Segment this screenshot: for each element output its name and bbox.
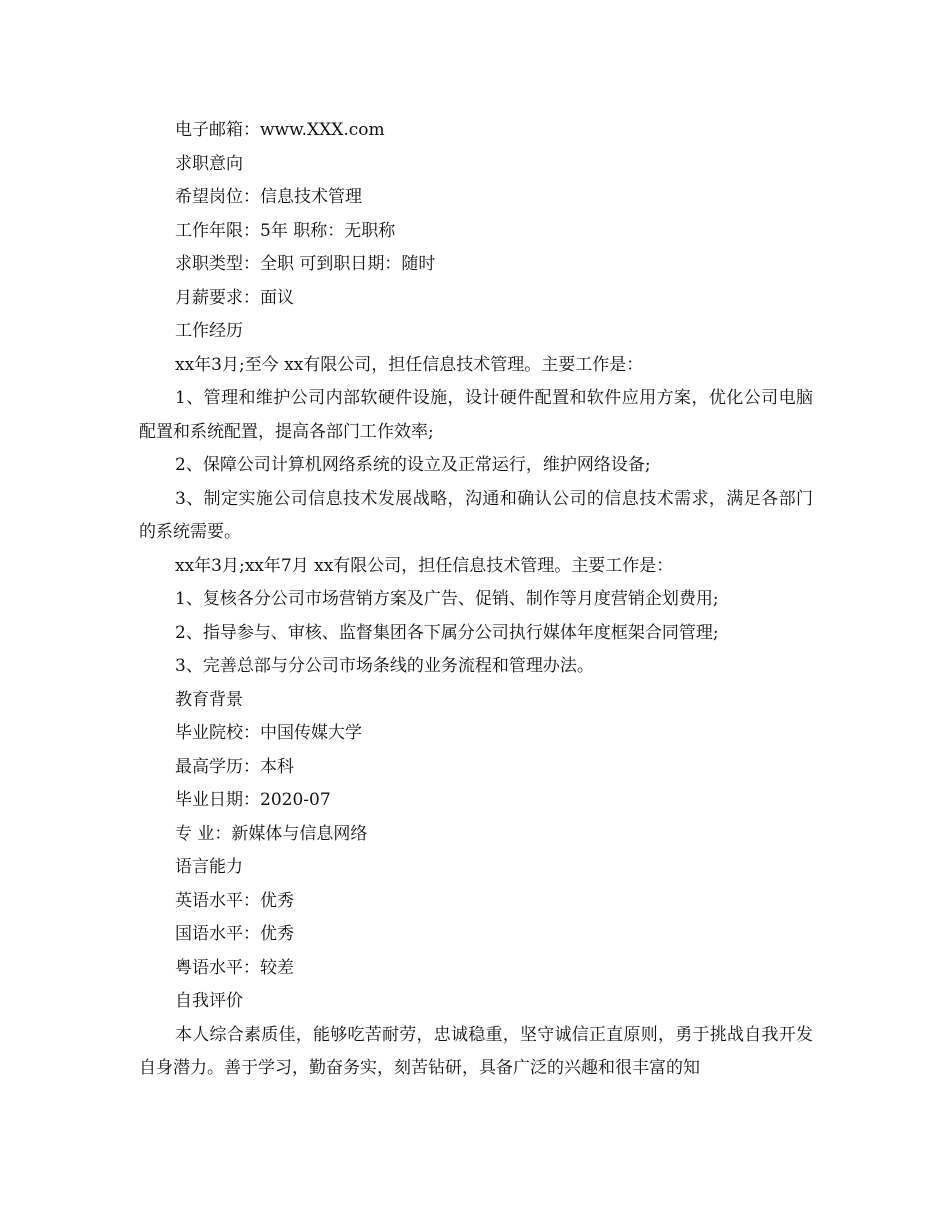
desired-position-line: 希望岗位：信息技术管理	[175, 187, 362, 207]
job-2-duty-2: 2、指导参与、审核、监督集团各下属分公司执行媒体年度框架合同管理;	[175, 622, 719, 643]
cantonese-level-line: 粤语水平：较差	[175, 957, 294, 978]
english-level-line: 英语水平：优秀	[175, 890, 294, 911]
job-2-duty-1: 1、复核各分公司市场营销方案及广告、促销、制作等月度营销企划费用;	[175, 589, 719, 609]
salary-line: 月薪要求：面议	[175, 287, 294, 308]
mandarin-level-line: 国语水平：优秀	[175, 924, 294, 944]
section-heading-education: 教育背景	[175, 689, 243, 710]
major-line: 专 业：新媒体与信息网络	[175, 823, 368, 844]
job-1-duty-3: 3、制定实施公司信息技术发展战略，沟通和确认公司的信息技术需求，满足各部门的系统需要。	[139, 488, 813, 542]
job-1-duty-1: 1、管理和维护公司内部软硬件设施，设计硬件配置和软件应用方案，优化公司电脑配置和系统配置，提高各部门工作效率;	[139, 388, 813, 442]
job-2-header: xx年3月;xx年7月 xx有限公司，担任信息技术管理。主要工作是：	[175, 555, 674, 576]
graduation-date-line: 毕业日期：2020-07	[175, 790, 331, 810]
section-heading-work-experience: 工作经历	[175, 321, 243, 341]
self-evaluation-paragraph: 本人综合素质佳，能够吃苦耐劳，忠诚稳重，坚守诚信正直原则，勇于挑战自我开发自身潜力。善于学习，勤奋务实，刻苦钻研，具备广泛的兴趣和很丰富的知	[139, 1024, 813, 1078]
section-heading-languages: 语言能力	[175, 857, 243, 877]
school-line: 毕业院校：中国传媒大学	[175, 723, 362, 743]
job-1-duty-2: 2、保障公司计算机网络系统的设立及正常运行，维护网络设备;	[175, 455, 651, 475]
resume-content	[139, 114, 813, 1086]
job-type-line: 求职类型：全职 可到职日期：随时	[175, 254, 436, 274]
section-heading-job-intention: 求职意向	[175, 153, 243, 174]
job-1-header: xx年3月;至今 xx有限公司，担任信息技术管理。主要工作是：	[175, 354, 644, 375]
work-years-line: 工作年限：5年 职称：无职称	[175, 220, 396, 241]
job-2-duty-3: 3、完善总部与分公司市场条线的业务流程和管理办法。	[175, 656, 594, 676]
degree-line: 最高学历：本科	[175, 756, 294, 777]
section-heading-self-evaluation: 自我评价	[175, 991, 243, 1011]
email-line: 电子邮箱：www.XXX.com	[175, 120, 385, 140]
